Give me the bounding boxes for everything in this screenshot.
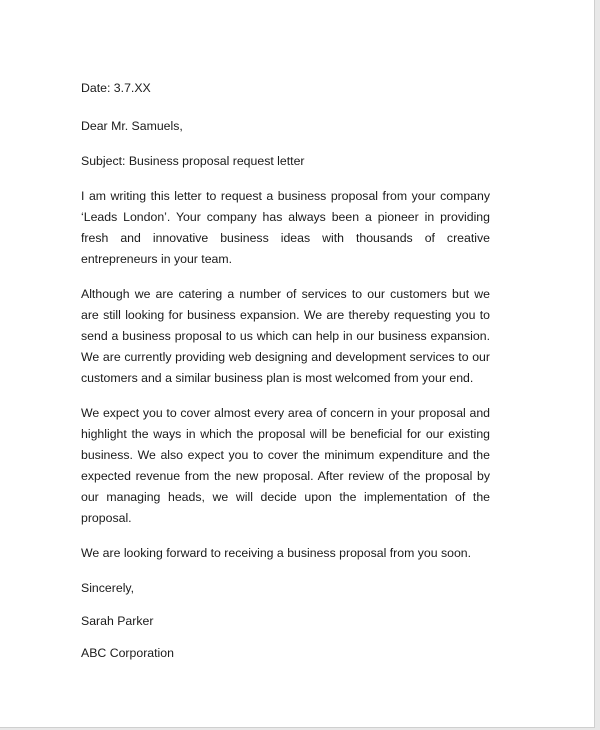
signer-name: Sarah Parker xyxy=(81,614,154,628)
letter-paragraph-1: I am writing this letter to request a business proposal from your company ‘Leads London’. Your company has always been a pioneer in providing fresh and innovative business ideas with thousands of creative entrepreneurs in your team. xyxy=(81,189,490,266)
letter-closing: Sincerely, xyxy=(81,581,135,595)
letter-paragraph-4: We are looking forward to receiving a business proposal from you soon. xyxy=(81,546,472,560)
letter-subject: Subject: Business proposal request letter xyxy=(81,154,305,168)
letter-paragraph-3: We expect you to cover almost every area of concern in your proposal and highlight the ways in which the proposal will be beneficial for our existing business. We also expect you to cover the minimum expenditure and the expected revenue from the new proposal. After review of the proposal by our managing heads, we will decide upon the implementation of the proposal. xyxy=(81,406,490,525)
letter-salutation: Dear Mr. Samuels, xyxy=(81,119,183,133)
letter-paragraph-2: Although we are catering a number of services to our customers but we are still looking for business expansion. We are thereby requesting you to send a business proposal to us which can help in our business expansion. We are currently providing web designing and development services to our customers and a similar business plan is most welcomed from your end. xyxy=(81,287,490,385)
signer-company: ABC Corporation xyxy=(81,646,174,660)
letter-body xyxy=(81,78,490,664)
letter-date: Date: 3.7.XX xyxy=(81,81,151,95)
